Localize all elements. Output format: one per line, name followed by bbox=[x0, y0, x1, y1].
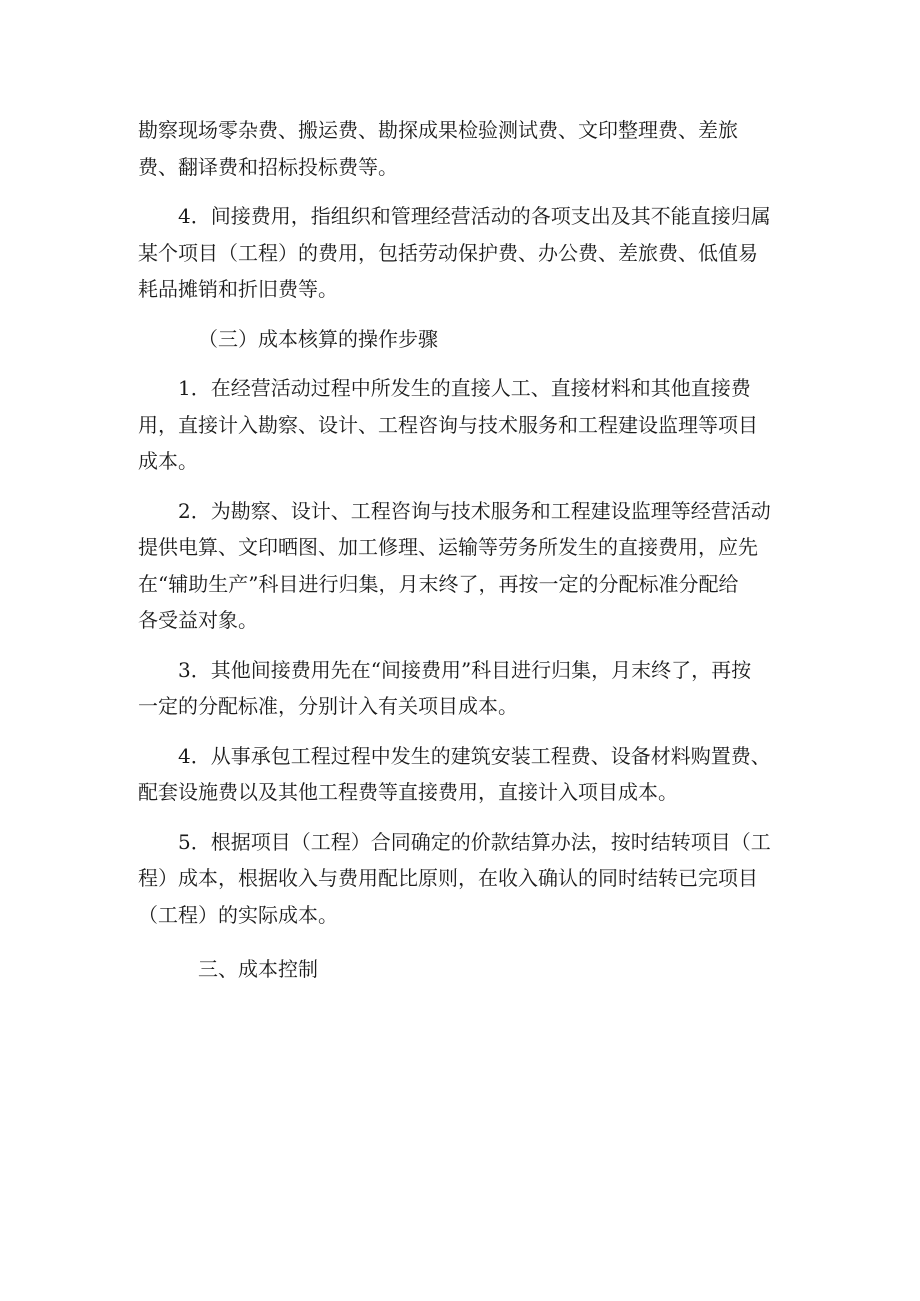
text-line: 耗品摊销和折旧费等。 bbox=[138, 277, 338, 301]
text-line: 2．为勘察、设计、工程咨询与技术服务和工程建设监理等经营活动 bbox=[178, 498, 771, 523]
heading-text: （三）成本核算的操作步骤 bbox=[198, 326, 438, 351]
text-line: （工程）的实际成本。 bbox=[138, 902, 338, 927]
text-line: 配套设施费以及其他工程费等直接费用，直接计入项目成本。 bbox=[138, 780, 678, 804]
text-line: 4．从事承包工程过程中发生的建筑安装工程费、设备材料购置费、 bbox=[178, 743, 771, 768]
paragraph-step-1 bbox=[138, 370, 788, 480]
text-line: 5．根据项目（工程）合同确定的价款结算办法，按时结转项目（工 bbox=[178, 829, 771, 854]
paragraph-indirect-costs bbox=[138, 198, 788, 308]
text-line: 一定的分配标准，分别计入有关项目成本。 bbox=[138, 694, 518, 718]
paragraph-step-2 bbox=[138, 493, 788, 639]
text-line: 用，直接计入勘察、设计、工程咨询与技术服务和工程建设监理等项目 bbox=[138, 412, 758, 437]
paragraph-continuation bbox=[138, 112, 788, 185]
text-line: 1．在经营活动过程中所发生的直接人工、直接材料和其他直接费 bbox=[178, 376, 751, 400]
text-line: 某个项目（工程）的费用，包括劳动保护费、办公费、差旅费、低值易 bbox=[138, 240, 758, 265]
text-line: 在“辅助生产”科目进行归集，月末终了，再按一定的分配标准分配给 bbox=[138, 571, 739, 596]
heading-text: 三、成本控制 bbox=[198, 957, 318, 981]
paragraph-step-3 bbox=[138, 652, 788, 725]
text-line: 成本。 bbox=[138, 449, 198, 473]
text-line: 程）成本，根据收入与费用配比原则，在收入确认的同时结转已完项目 bbox=[138, 866, 758, 890]
text-line: 各受益对象。 bbox=[138, 608, 258, 632]
text-line: 费、翻译费和招标投标费等。 bbox=[138, 154, 398, 179]
paragraph-step-5 bbox=[138, 824, 788, 934]
text-line: 提供电算、文印晒图、加工修理、运输等劳务所发生的直接费用，应先 bbox=[138, 535, 758, 559]
section-heading-cost-control bbox=[138, 951, 788, 988]
section-heading-cost-accounting-steps bbox=[138, 321, 788, 358]
text-line: 3．其他间接费用先在“间接费用”科目进行归集，月末终了，再按 bbox=[178, 657, 752, 682]
document-body bbox=[138, 112, 788, 1001]
text-line: 勘察现场零杂费、搬运费、勘探成果检验测试费、文印整理费、差旅 bbox=[138, 118, 738, 142]
paragraph-step-4 bbox=[138, 738, 788, 811]
text-line: 4．间接费用，指组织和管理经营活动的各项支出及其不能直接归属 bbox=[178, 204, 771, 228]
